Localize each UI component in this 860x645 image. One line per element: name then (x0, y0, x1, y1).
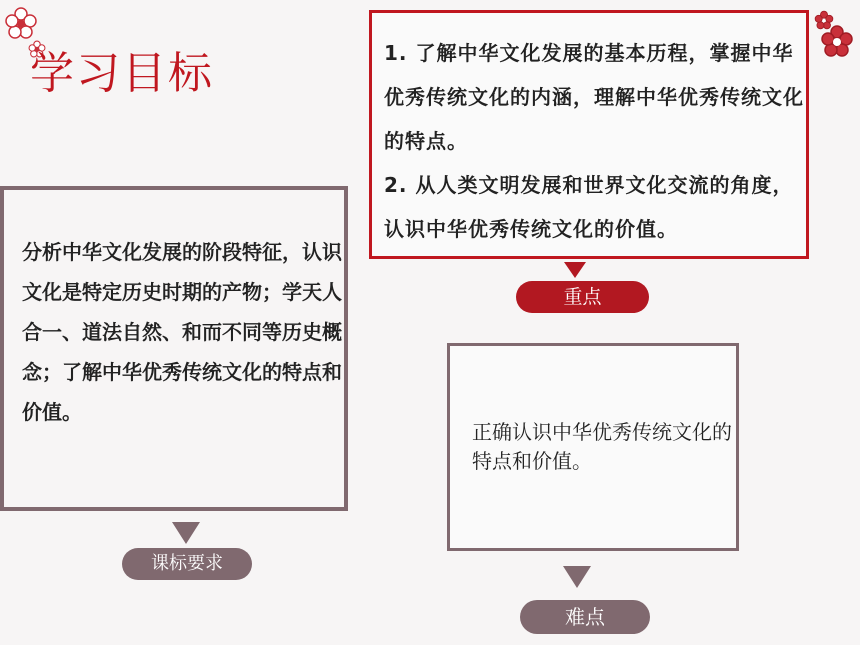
difficulty-box (447, 343, 739, 551)
difficulty-arrow-icon (563, 566, 591, 588)
key-points-text (384, 31, 804, 251)
curriculum-arrow-icon (172, 522, 200, 544)
difficulty-text: 正确认识中华优秀传统文化的特点和价值。 (472, 420, 732, 473)
curriculum-box (0, 186, 348, 511)
curriculum-text: 分析中华文化发展的阶段特征，认识文化是特定历史时期的产物；学天人合一、道法自然、和而不同等历史概念；了解中华优秀传统文化的特点和价值。 (22, 240, 342, 424)
key-points-box (369, 10, 809, 259)
key-points-label: 重点 (516, 281, 649, 313)
difficulty-label: 难点 (520, 600, 650, 634)
key-point-item-1: 1. 了解中华文化发展的基本历程，掌握中华优秀传统文化的内涵，理解中华优秀传统文化的特点。 (384, 41, 804, 153)
curriculum-label: 课标要求 (122, 548, 252, 580)
plum-blossom-icon (820, 24, 854, 58)
key-points-arrow-icon (564, 262, 586, 278)
key-point-item-2: 2. 从人类文明发展和世界文化交流的角度，认识中华优秀传统文化的价值。 (384, 173, 794, 241)
plum-blossom-icon (4, 6, 38, 40)
page-title: 学习目标 (30, 48, 214, 99)
